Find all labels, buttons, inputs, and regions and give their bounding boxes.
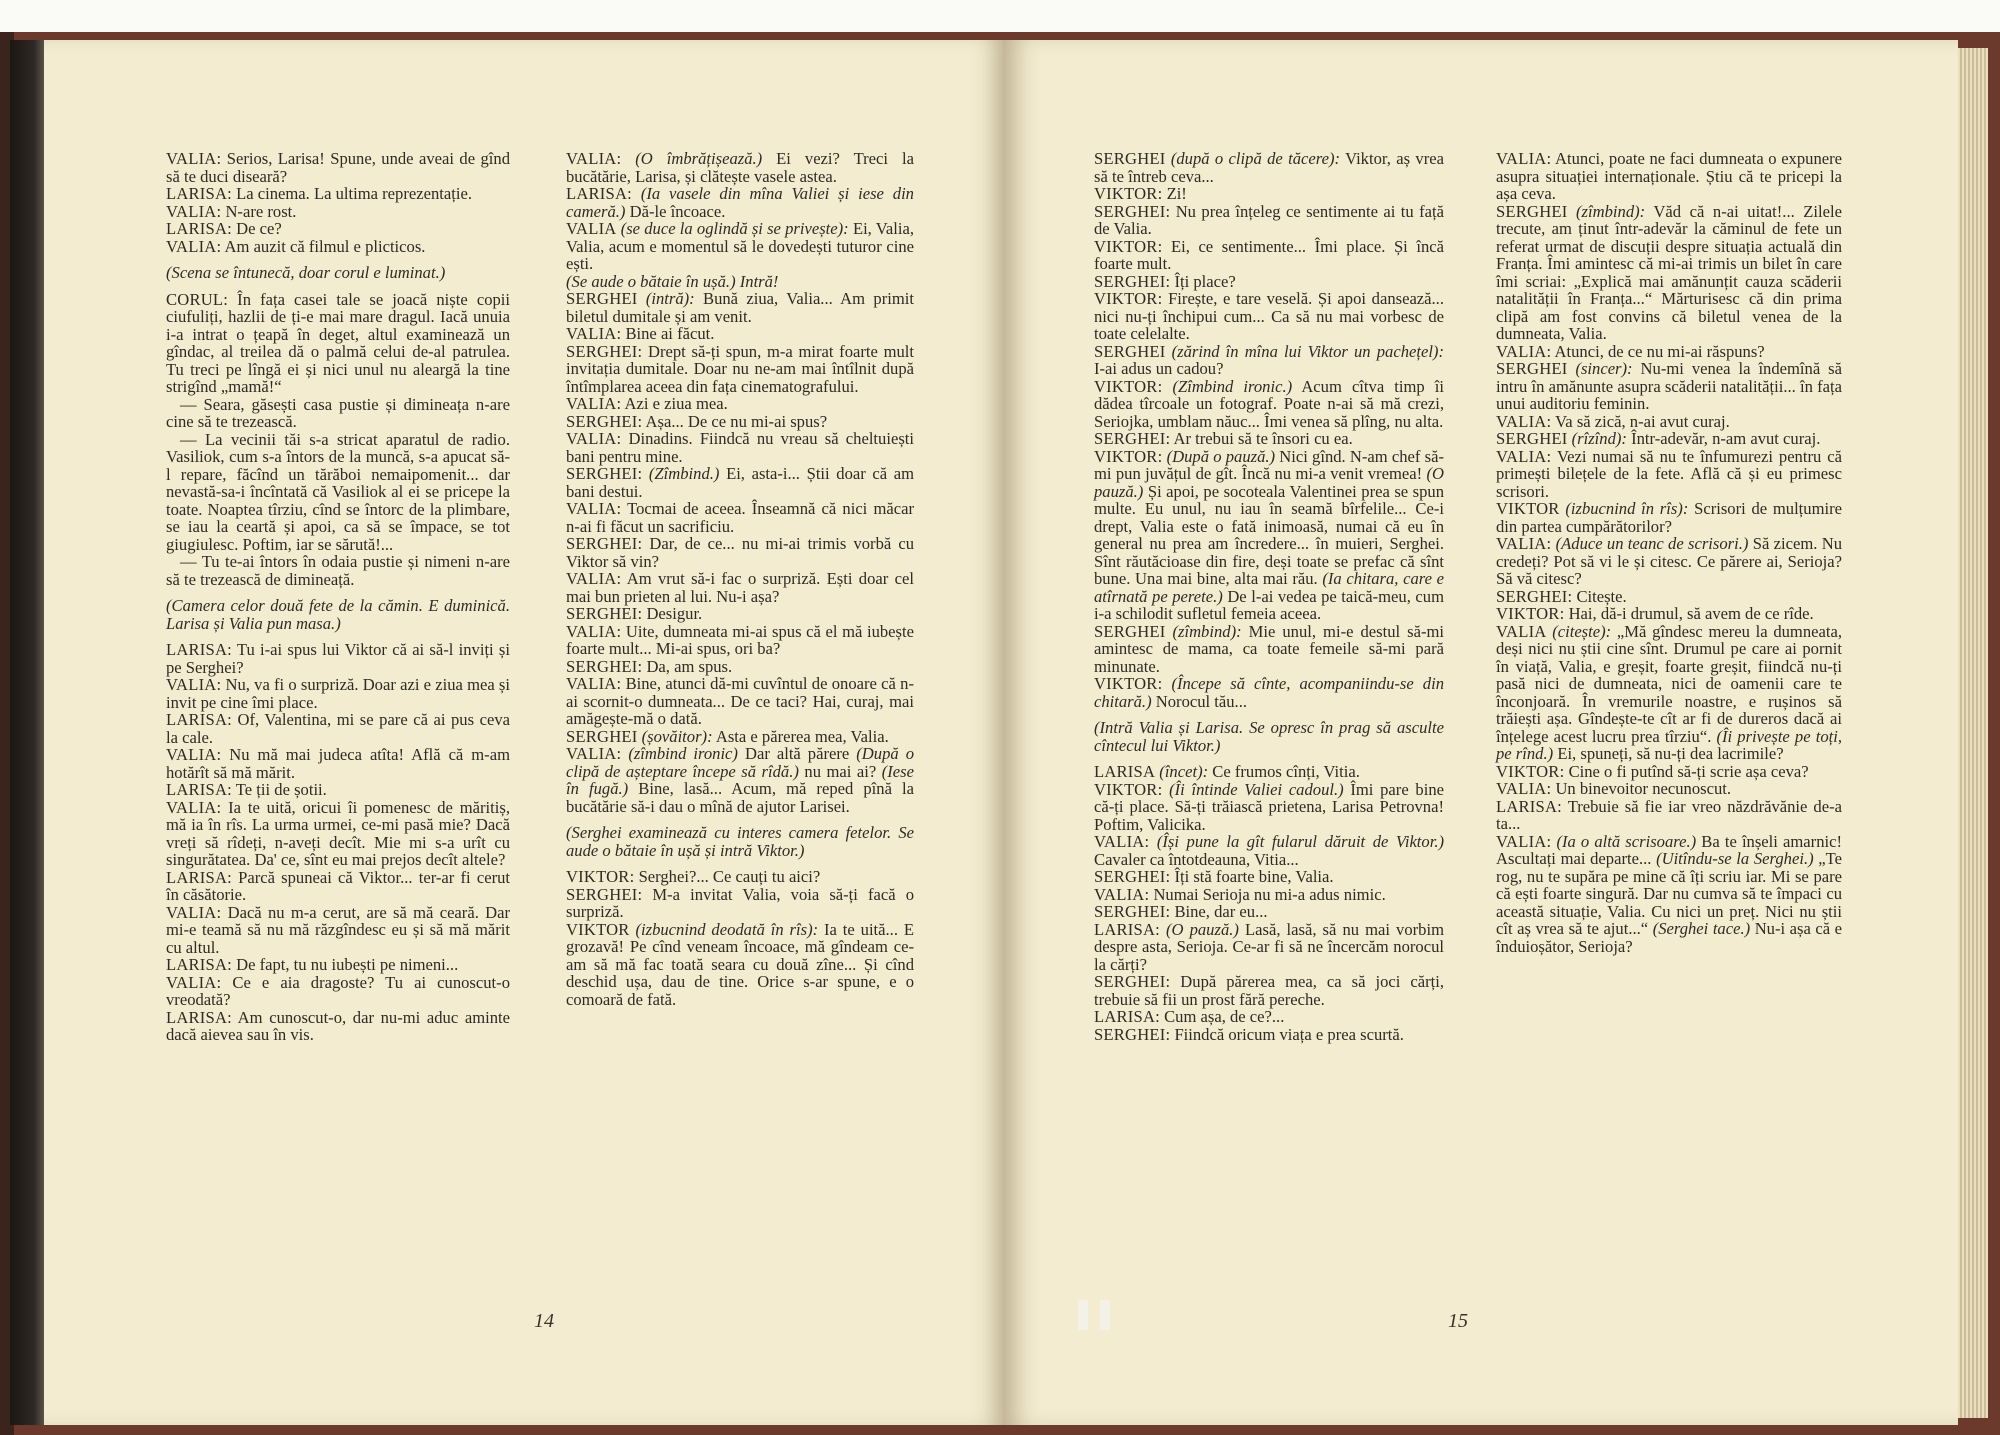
speaker-name: LARISA <box>1094 762 1156 781</box>
dialogue-line <box>1496 833 1842 956</box>
speaker-name: VIKTOR: <box>1094 779 1163 799</box>
dialogue-text: Drept să-ți spun, m-a mirat foarte mult invitația dumitale. Doar nu ne-am mai întîlnit după întîmplarea aceea din fața cinematografului. <box>566 341 915 396</box>
dialogue-line <box>166 220 510 238</box>
speaker-name: VALIA: <box>1496 831 1552 851</box>
dialogue-text: Știi doar că am bani destui. <box>566 464 914 501</box>
speaker-name: VALIA: <box>1496 534 1552 553</box>
dialogue-line <box>166 869 510 904</box>
dialogue-text: Îmi venea să plîng, nu alta. <box>1264 411 1444 431</box>
speaker-name: LARISA: <box>166 780 232 799</box>
dialogue-text: Am vrut să-i fac o surpriză. Ești doar cel mai bun prieten al lui. Nu-i așa? <box>566 569 914 606</box>
dialogue-text: Tocmai de aceea. Înseamnă că nici măcar n-ai fi făcut un sacrificiu. <box>566 499 914 536</box>
dialogue-line <box>1094 833 1444 868</box>
stage-direction: (izbucnind deodată în rîs): <box>635 919 819 939</box>
dialogue-text: Ei, ce sentimente... Îmi place. Și încă foarte mult. <box>1094 236 1444 273</box>
page-number-left: 14 <box>534 1310 554 1332</box>
dialogue-text: „Te rog, nu te supăra pe mine că îți scriu iar. Mi se pare că ești foarte singură. Dar nu cumva să te împaci cu această situație, Valia. Cu nici un preț. Nici nu știi cît aș vrea să te ajut...“ <box>1496 849 1843 938</box>
speaker-name: VALIA: <box>566 569 622 588</box>
dialogue-line <box>1496 588 1842 606</box>
dialogue-text: Tu i-ai spus lui Viktor că ai să-l inviți și pe Serghei? <box>166 640 510 677</box>
speaker-name: VALIA: <box>166 972 222 992</box>
dialogue-line <box>566 500 914 535</box>
stage-direction: (Uitîndu-se la Serghei.) <box>1656 849 1814 868</box>
stage-direction: (zîmbind): <box>1172 621 1242 641</box>
dialogue-line <box>566 728 914 746</box>
dialogue-line <box>1094 430 1444 448</box>
speaker-name: SERGHEI: <box>1094 271 1171 291</box>
stage-direction: (După o pauză.) <box>1166 446 1276 466</box>
stage-direction: (O pauză.) <box>1094 464 1444 501</box>
dialogue-text: Să vă citesc? <box>1496 569 1582 588</box>
speaker-name: VIKTOR: <box>1496 761 1565 781</box>
dialogue-line <box>1094 203 1444 238</box>
dialogue-text: Vezi numai să nu te înfumurezi pentru că primești bilețele de la fete. Află că și eu primesc scrisori. <box>1496 446 1842 501</box>
dialogue-text: Să zicem. Nu credeți? Pot să vi le și citesc. Ce părere ai, Serioja? <box>1496 534 1842 571</box>
stage-direction: (Iese în fugă.) <box>566 761 914 798</box>
speaker-name: VALIA: <box>166 201 222 221</box>
dialogue-line <box>1094 868 1444 886</box>
speaker-name: VIKTOR: <box>1094 236 1163 256</box>
dialogue-text: Așa... De ce nu mi-ai spus? <box>645 411 828 431</box>
dialogue-text: Îți stă foarte bine, Valia. <box>1174 867 1334 886</box>
dialogue-line <box>1094 185 1444 203</box>
speaker-name: VALIA: <box>166 675 222 694</box>
stage-direction: (după o clipă de tăcere): <box>1170 149 1341 168</box>
text-column-1 <box>166 150 510 1044</box>
dialogue-text: Nu, va fi o surpriză. Doar azi e ziua mea și invit pe cine îmi place. <box>166 675 510 712</box>
dialogue-text: Îți place? <box>1174 271 1236 291</box>
dialogue-line <box>1496 413 1842 431</box>
speaker-name: LARISA: <box>1094 919 1160 939</box>
dialogue-text: Ei vezi? <box>776 149 840 168</box>
stage-direction: (încet): <box>1159 762 1209 781</box>
dialogue-line <box>1496 203 1842 343</box>
dialogue-text: Nu-i așa că e înduioșător, Serioja? <box>1496 919 1842 956</box>
dialogue-text: Treci la bucătărie, Larisa, și clătește vasele astea. <box>566 149 914 186</box>
stage-direction: (După o clipă de așteptare începe să rîdă.) <box>566 744 914 781</box>
dialogue-line <box>1094 273 1444 291</box>
speaker-name: LARISA: <box>1496 796 1562 816</box>
dialogue-text: Ia te uită... E grozavă! Pe cînd veneam încoace, mă gîndeam ce-am să mă fac toată seara cu două zîne... Și cînd deschid ușa, dau de tine. Orice s-ar spune, e o comoară de fată. <box>566 919 914 1009</box>
speaker-name: VIKTOR: <box>1094 376 1163 396</box>
dialogue-line <box>566 343 914 396</box>
dialogue-text: N-are rost. <box>225 201 297 221</box>
dialogue-text: Firește, e tare veselă. Și apoi dansează... nici nu-ți închipui cum... Ca să nu mai vorbesc de toate celelalte. <box>1094 289 1444 343</box>
dialogue-text: Serghei?... Ce cauți tu aici? <box>638 867 821 886</box>
dialogue-text: I-ai adus un cadou? <box>1094 359 1224 378</box>
dialogue-text: Serios, Larisa! Spune, unde aveai de gînd să te duci diseară? <box>166 149 510 186</box>
dialogue-text: Un binevoitor necunoscut. <box>1555 779 1732 798</box>
dialogue-line <box>1496 763 1842 781</box>
dialogue-text: Da, am spus. <box>646 656 733 676</box>
speaker-name: SERGHEI <box>1094 621 1166 641</box>
stage-direction: (Se aude o bătaie în ușă.) Intră! <box>566 271 779 291</box>
dialogue-text: Ei, spuneți, să nu-ți dea lacrimile? <box>1557 744 1784 763</box>
dialogue-text: Numai Serioja nu mi-a adus nimic. <box>1153 884 1386 904</box>
stage-direction: (Zîmbind.) <box>648 464 720 483</box>
dialogue-line <box>166 291 510 396</box>
speaker-name: VIKTOR <box>1496 499 1560 518</box>
dialogue-text: Hai, dă-i drumul, să avem de ce rîde. <box>1568 604 1814 623</box>
dialogue-text: Citește. <box>1576 586 1627 606</box>
speaker-name: VALIA: <box>1094 884 1150 904</box>
dialogue-line <box>1496 798 1842 833</box>
speaker-name: VIKTOR: <box>566 867 635 886</box>
stage-direction: (se duce la oglindă și se privește): <box>620 219 849 238</box>
speaker-name: LARISA: <box>566 184 632 203</box>
dialogue-line <box>1496 448 1842 501</box>
dialogue-line <box>166 904 510 957</box>
speaker-name: SERGHEI: <box>566 604 643 623</box>
stage-direction: (rîzînd): <box>1571 429 1627 448</box>
speaker-name: VALIA: <box>566 149 622 168</box>
stage-direction: (zărind în mîna lui Viktor un pachețel): <box>1171 341 1444 361</box>
dialogue-text: Nu prea înțeleg ce sentimente ai tu față de Valia. <box>1094 201 1444 238</box>
dialogue-line <box>1496 780 1842 798</box>
stage-direction: (O pauză.) <box>1166 919 1239 939</box>
dialogue-line <box>1094 623 1444 676</box>
dialogue-text: De ce? <box>236 219 282 238</box>
stage-direction: (O îmbrățișează.) <box>635 149 763 168</box>
speaker-name: VALIA: <box>566 499 622 518</box>
speaker-name: SERGHEI: <box>566 884 643 904</box>
dialogue-text: Cine o fi putînd să-ți scrie așa ceva? <box>1568 761 1809 781</box>
speaker-name: SERGHEI: <box>566 411 643 431</box>
dialogue-line <box>1094 763 1444 781</box>
dialogue-text: Și apoi, pe socoteala Valentinei prea se spun multe. Eu unul, nu iau în seamă bîrfelile... Ce-i drept, Valia este o fată inimoasă, numai că eu în general nu prea am încredere... în muieri, Serghei. Sînt răutăcioase din fire, deși toate se prefac că sînt bune. Una mai bine, alta mai rău. <box>1094 481 1445 588</box>
dialogue-line <box>1094 290 1444 343</box>
dialogue-text: Asta e părerea mea, Valia. <box>715 726 889 746</box>
speaker-name: VALIA: <box>566 674 622 693</box>
dialogue-line <box>566 150 914 185</box>
dialogue-line <box>1094 1026 1444 1044</box>
dialogue-line <box>566 658 914 676</box>
dialogue-line <box>1094 238 1444 273</box>
dialogue-line <box>566 535 914 570</box>
stage-direction: (zîmbind): <box>1576 201 1646 221</box>
dialogue-text: Dar, de ce... nu mi-ai trimis vorbă cu Viktor să vin? <box>566 534 914 571</box>
dialogue-text: Atunci, de ce nu mi-ai răspuns? <box>1554 341 1765 361</box>
dialogue-line <box>566 290 914 325</box>
text-column-2 <box>566 150 914 1008</box>
dialogue-text: Ce frumos cînți, Vitia. <box>1212 762 1360 781</box>
speaker-name: VALIA: <box>166 149 222 168</box>
dialogue-text: Nu-mi venea la îndemînă să intru în amănunte asupra scăderii natalității... în fața unui auditoriu feminin. <box>1496 359 1842 413</box>
dialogue-text: De fapt, tu nu iubești pe nimeni... <box>236 955 459 974</box>
speaker-name: VALIA: <box>566 394 622 413</box>
left-page-dark-margin <box>10 40 44 1425</box>
dialogue-text: Ce e aia dragoste? Tu ai cunoscut-o vreodată? <box>166 972 510 1009</box>
dialogue-text: Lasă, lasă, să nu mai vorbim despre asta, Serioja. <box>1094 919 1444 956</box>
speaker-name: VALIA: <box>166 745 222 764</box>
stage-direction: (Îi întinde Valiei cadoul.) <box>1169 779 1344 799</box>
dialogue-line <box>566 675 914 728</box>
dialogue-line <box>566 605 914 623</box>
dialogue-line <box>1094 903 1444 921</box>
dialogue-text: Am auzit că filmul e plicticos. <box>224 236 426 256</box>
dialogue-line <box>566 220 914 273</box>
dialogue-line <box>1496 500 1842 535</box>
speaker-name: SERGHEI: <box>566 534 643 553</box>
stage-direction: (Ia chitara, care e atîrnată pe perete.) <box>1094 569 1444 606</box>
speaker-name: LARISA: <box>166 955 232 974</box>
speaker-name: SERGHEI: <box>566 341 643 361</box>
speaker-name: LARISA: <box>166 184 232 203</box>
speaker-name: VIKTOR: <box>1094 446 1163 466</box>
speaker-name: VALIA: <box>566 429 622 448</box>
dialogue-line <box>166 676 510 711</box>
speaker-name: SERGHEI <box>1496 359 1568 378</box>
dialogue-line <box>166 185 510 203</box>
speaker-name: VALIA: <box>1496 341 1552 361</box>
stage-direction: (Aduce un teanc de scrisori.) <box>1555 534 1749 553</box>
dialogue-line <box>1094 343 1444 378</box>
dialogue-text: Bine, dar eu... <box>1174 902 1268 921</box>
dialogue-text: Nu mă mai judeca atîta! Află că m-am hotărît să mă mărit. <box>166 745 510 782</box>
dialogue-line <box>1094 973 1444 1008</box>
dialogue-text: Bine, lasă... Acum, mă reped pînă la bucătărie să-i dau o mînă de ajutor Larisei. <box>566 779 915 816</box>
dialogue-text: Ia te uită, oricui îi pomenesc de măritiș, mă ia în rîs. La urma urmei, ce-mi pasă mie? Dacă vreți să rîdeți, n-aveți decît. Mie mi s-a urît cu singurătatea. Da' ce, sînt eu mai prejos decît altele? <box>166 797 510 869</box>
dialogue-line <box>566 623 914 658</box>
dialogue-text: „Mă gîndesc mereu la dumneata, deși nici nu știi cine sînt. Drumul pe care ai pornit în viață, Valia, e greșit, foarte greșit, fiindcă nu-ți pasă nici de dumneata, nici de oamenii care te înconjoară. În vremurile noastre, e rușinos să trăiești așa. Gîndește-te cît ar fi de dureros dacă ai înțelege acest lucru prea tîrziu“. <box>1496 621 1842 746</box>
dialogue-text: Ba te înșeli amarnic! Ascultați mai departe... <box>1496 831 1842 868</box>
dialogue-line <box>1094 886 1444 904</box>
stage-direction: (Îi privește pe toți, pe rînd.) <box>1496 726 1842 763</box>
speaker-name: SERGHEI <box>1496 429 1568 448</box>
speaker-name: CORUL: <box>166 289 229 309</box>
stage-direction: (Serghei examinează cu interes camera fetelor. Se aude o bătaie în ușă și intră Viktor.) <box>566 823 914 860</box>
dialogue-text: Nici gînd. N-am chef să-mi pun juvățul de gît. Încă nu mi-a venit vremea! <box>1094 446 1445 483</box>
dialogue-text: Trebuie să fie iar vreo năzdrăvănie de-a ta... <box>1496 796 1842 833</box>
speaker-name: VALIA: <box>166 236 222 256</box>
dialogue-line <box>1094 781 1444 834</box>
stage-direction: (șovăitor): <box>641 726 713 746</box>
speaker-name: VIKTOR <box>566 919 630 939</box>
dialogue-text: Dar altă părere <box>744 744 850 763</box>
speaker-name: VALIA <box>1496 621 1547 641</box>
stage-direction: (Zîmbind ironic.) <box>1172 376 1293 396</box>
speaker-name: VALIA: <box>1496 411 1552 431</box>
stage-direction: (Începe să cînte, acompaniindu-se din chitară.) <box>1094 674 1444 711</box>
dialogue-line <box>566 325 914 343</box>
speaker-name: VALIA: <box>566 324 622 343</box>
speaker-name: LARISA: <box>1094 1007 1160 1026</box>
dialogue-line <box>166 974 510 1009</box>
speaker-name: VALIA: <box>1496 149 1552 168</box>
stage-direction: (citește): <box>1552 621 1612 641</box>
stage-direction: (Își pune la gît fularul dăruit de Viktor.) <box>1156 832 1445 851</box>
speaker-name: LARISA: <box>166 710 232 729</box>
dialogue-text: Of, Valentina, mi se pare că ai pus ceva la cale. <box>166 710 510 747</box>
dialogue-line <box>166 799 510 869</box>
dialogue-line <box>566 413 914 431</box>
stage-direction: (Ia vasele din mîna Valiei și iese din cameră.) <box>566 184 914 221</box>
dialogue-line <box>1094 921 1444 974</box>
speaker-name: SERGHEI: <box>1496 586 1573 606</box>
dialogue-text: Cum așa, de ce?... <box>1164 1007 1285 1026</box>
dialogue-text: Scrisori de mulțumire din partea cumpărătorilor? <box>1496 499 1842 536</box>
stage-direction: (intră): <box>645 289 695 308</box>
dialogue-text: De l-ai vedea pe taică-meu, cum i-a schilodit sufletul femeia aceea. <box>1094 586 1444 623</box>
page-tab-marker <box>1100 1300 1110 1330</box>
speaker-name: LARISA: <box>166 867 232 887</box>
dialogue-text: Ce-ar fi să ne încercăm norocul la cărți? <box>1094 937 1444 974</box>
speaker-name: SERGHEI: <box>566 464 643 483</box>
dialogue-text: Poftim, Valicika. <box>1094 814 1206 834</box>
dialogue-line <box>566 395 914 413</box>
dialogue-text: Mie unul, mi-e destul să-mi amintesc de mama, ca toate femeile să-mi pară minunate. <box>1094 621 1444 676</box>
speaker-name: VALIA: <box>566 621 622 641</box>
speaker-name: VALIA: <box>566 744 622 763</box>
speaker-name: SERGHEI: <box>1094 972 1171 991</box>
dialogue-line <box>1496 430 1842 448</box>
speaker-name: VALIA: <box>1496 779 1552 798</box>
dialogue-line <box>1496 623 1842 763</box>
dialogue-line <box>166 238 510 256</box>
dialogue-text: Acum cîtva timp îi dădea tîrcoale un fotograf. Poate n-ai să mă crezi, Seriojka, umblam năuc... <box>1094 376 1445 431</box>
speaker-name: SERGHEI <box>566 289 638 308</box>
dialogue-text: În fața casei tale se joacă niște copii ciufuliți, hazlii de ți-e mai mare dragul. Iacă unuia i-a intrat o țeapă în deget, altul examinează un gîndac, al treilea dă o palmă celui de-al patrulea. Tu treci pe lîngă ei și nici unul nu aleargă la tine strigînd „mamă!“ <box>166 289 511 396</box>
stage-direction: (zîmbind ironic) <box>628 744 738 763</box>
dialogue-text: Uite, dumneata mi-ai spus că el mă iubește foarte mult... Mi-ai spus, ori ba? <box>566 621 914 658</box>
dialogue-line <box>1094 675 1444 710</box>
dialogue-text: Bine, atunci dă-mi cuvîntul de onoare că n-ai scornit-o dumneata... De ce taci? Hai, curaj, mai amăgește-mă o dată. <box>566 674 914 728</box>
dialogue-text: Te ții de șotii. <box>235 780 327 799</box>
dialogue-text: Atunci, poate ne faci dumneata o expunere asupra situației internaționale. Știu că te pricepi la așa ceva. <box>1496 149 1843 203</box>
dialogue-text: Îmi pare bine că-ți place. Să-ți trăiască prietena, Larisa Petrovna! <box>1094 779 1444 816</box>
stage-direction: (Scena se întunecă, doar corul e luminat.) <box>166 263 446 282</box>
stage-direction: (izbucnind în rîs): <box>1565 499 1689 518</box>
dialogue-text: Desigur. <box>646 604 703 623</box>
dialogue-text: Viktor, aș vrea să te întreb ceva... <box>1094 149 1444 186</box>
dialogue-line <box>166 711 510 746</box>
dialogue-line <box>166 641 510 676</box>
dialogue-text: Fiindcă oricum viața e prea scurtă. <box>1174 1024 1404 1044</box>
page-number-right: 15 <box>1448 1310 1468 1332</box>
dialogue-text: Ei, Valia, Valia, acum e momentul să le dovedești tuturor cine ești. <box>566 219 914 273</box>
speaker-name: VIKTOR: <box>1496 604 1565 623</box>
dialogue-text: M-a invitat Valia, voia să-ți facă o surpriză. <box>566 884 915 921</box>
speaker-name: LARISA: <box>166 219 232 238</box>
speaker-name: SERGHEI: <box>1094 867 1171 886</box>
dialogue-text: Bine ai făcut. <box>625 324 715 343</box>
dialogue-text: Va să zică, n-ai avut curaj. <box>1555 411 1730 431</box>
dialogue-line <box>566 185 914 220</box>
speaker-name: SERGHEI: <box>1094 1024 1171 1044</box>
dialogue-text: Dă-le încoace. <box>629 201 726 221</box>
dialogue-text: Bună ziua, Valia... Am primit biletul dumitale și am venit. <box>566 289 914 326</box>
dialogue-text: Într-adevăr, n-am avut curaj. <box>1631 429 1821 448</box>
chorus-line: — Seara, găsești casa pustie și dimineața n-are cine să te trezească. <box>166 394 510 431</box>
dialogue-line <box>1496 605 1842 623</box>
page-tab-marker <box>1078 1300 1088 1330</box>
dialogue-line <box>166 746 510 781</box>
dialogue-line <box>1496 535 1842 588</box>
dialogue-text: Am cunoscut-o, dar nu-mi aduc aminte dacă aievea sau în vis. <box>166 1007 510 1044</box>
dialogue-line <box>566 570 914 605</box>
text-column-3 <box>1094 150 1444 1043</box>
speaker-name: VALIA <box>566 219 617 238</box>
page-stack-edges <box>1958 48 1988 1418</box>
dialogue-text: Zi! <box>1166 184 1187 203</box>
dialogue-text: Văd că n-ai uitat!... Zilele trecute, am ținut într-adevăr la căminul de fete un referat urmat de discuții despre situația actuală din Franța. Îmi amintesc că mi-ai trimis un bilet în care îmi scriai: „Explică mai amănunțit cauza scăderii natalității în Franța...“ Mărturisesc că din prima clipă am fost convins că biletul venea de la dumneata, Valia. <box>1496 201 1842 343</box>
speaker-name: VIKTOR: <box>1094 674 1163 693</box>
dialogue-line <box>566 745 914 815</box>
speaker-name: LARISA: <box>166 1007 232 1027</box>
dialogue-text: Ei, asta-i... <box>726 464 800 483</box>
speaker-name: VIKTOR: <box>1094 289 1163 308</box>
dialogue-line <box>1496 343 1842 361</box>
dialogue-line <box>1094 1008 1444 1026</box>
dialogue-text: Parcă spuneai că Viktor... ter-ar fi cerut în căsătorie. <box>166 867 510 904</box>
text-column-4 <box>1496 150 1842 955</box>
stage-direction: (Camera celor două fete de la cămin. E duminică. Larisa și Valia pun masa.) <box>166 596 510 633</box>
speaker-name: SERGHEI: <box>566 656 643 676</box>
speaker-name: SERGHEI <box>566 726 638 746</box>
dialogue-line <box>1496 150 1842 203</box>
speaker-name: SERGHEI: <box>1094 902 1171 921</box>
dialogue-line <box>1094 448 1444 623</box>
dialogue-line <box>566 430 914 465</box>
dialogue-text: Norocul tău... <box>1155 691 1248 711</box>
speaker-name: SERGHEI: <box>1094 201 1171 221</box>
dialogue-text: Ar trebui să te însori cu ea. <box>1173 429 1353 448</box>
dialogue-line <box>166 203 510 221</box>
dialogue-line <box>166 781 510 799</box>
dialogue-line <box>566 868 914 886</box>
speaker-name: VALIA: <box>166 797 222 817</box>
speaker-name: VALIA: <box>1094 832 1150 851</box>
stage-direction: (Ia o altă scrisoare.) <box>1556 831 1697 851</box>
dialogue-line <box>1496 360 1842 413</box>
dialogue-line <box>566 465 914 500</box>
dialogue-line <box>566 886 914 921</box>
dialogue-line <box>166 1009 510 1044</box>
speaker-name: VALIA: <box>1496 446 1552 466</box>
speaker-name: SERGHEI <box>1094 149 1166 168</box>
dialogue-text: Dinadins. Fiindcă nu vreau să cheltuiești bani pentru mine. <box>566 429 914 466</box>
dialogue-text: Dacă nu m-a cerut, are să mă ceară. Dar mi-e teamă să nu mă răzgîndesc eu și să mă mărit cu altul. <box>166 902 510 957</box>
chorus-line: — Tu te-ai întors în odaia pustie și nimeni n-are să te trezească de dimineață. <box>166 552 510 589</box>
speaker-name: VIKTOR: <box>1094 184 1163 203</box>
stage-direction: (Intră Valia și Larisa. Se opresc în prag să asculte cîntecul lui Viktor.) <box>1094 718 1444 755</box>
dialogue-line <box>1094 378 1444 431</box>
dialogue-text: nu mai ai? <box>804 761 877 781</box>
dialogue-line <box>166 956 510 974</box>
dialogue-line <box>1094 150 1444 185</box>
chorus-line: — La vecinii tăi s-a stricat aparatul de radio. Vasiliok, cum s-a întors de la muncă, s-a apucat să-l repare, făcînd un tărăboi nemaipomenit... dar nevastă-sa-i încîntată că Vasiliok al ei se pricepe la toate. Noaptea tîrziu, cînd se întorc de la plimbare, se iau la ceartă și apoi, ca să se împace, se tot giugiulesc. Poftim, iar se sărută!... <box>166 429 510 554</box>
speaker-name: LARISA: <box>166 640 232 659</box>
dialogue-text: După părerea mea, ca să joci cărți, trebuie să fii un prost fără pereche. <box>1094 972 1444 1009</box>
speaker-name: SERGHEI <box>1496 201 1568 221</box>
stage-direction: (sincer): <box>1575 359 1633 378</box>
dialogue-text: La cinema. La ultima reprezentație. <box>236 184 472 203</box>
dialogue-line <box>166 150 510 185</box>
dialogue-line <box>566 921 914 1009</box>
stage-direction: (Serghei tace.) <box>1652 919 1751 938</box>
dialogue-text: Azi e ziua mea. <box>624 394 728 413</box>
speaker-name: VALIA: <box>166 902 222 922</box>
speaker-name: SERGHEI <box>1094 341 1166 361</box>
speaker-name: SERGHEI: <box>1094 429 1171 448</box>
dialogue-text: Cavaler ca întotdeauna, Vitia... <box>1094 849 1299 869</box>
